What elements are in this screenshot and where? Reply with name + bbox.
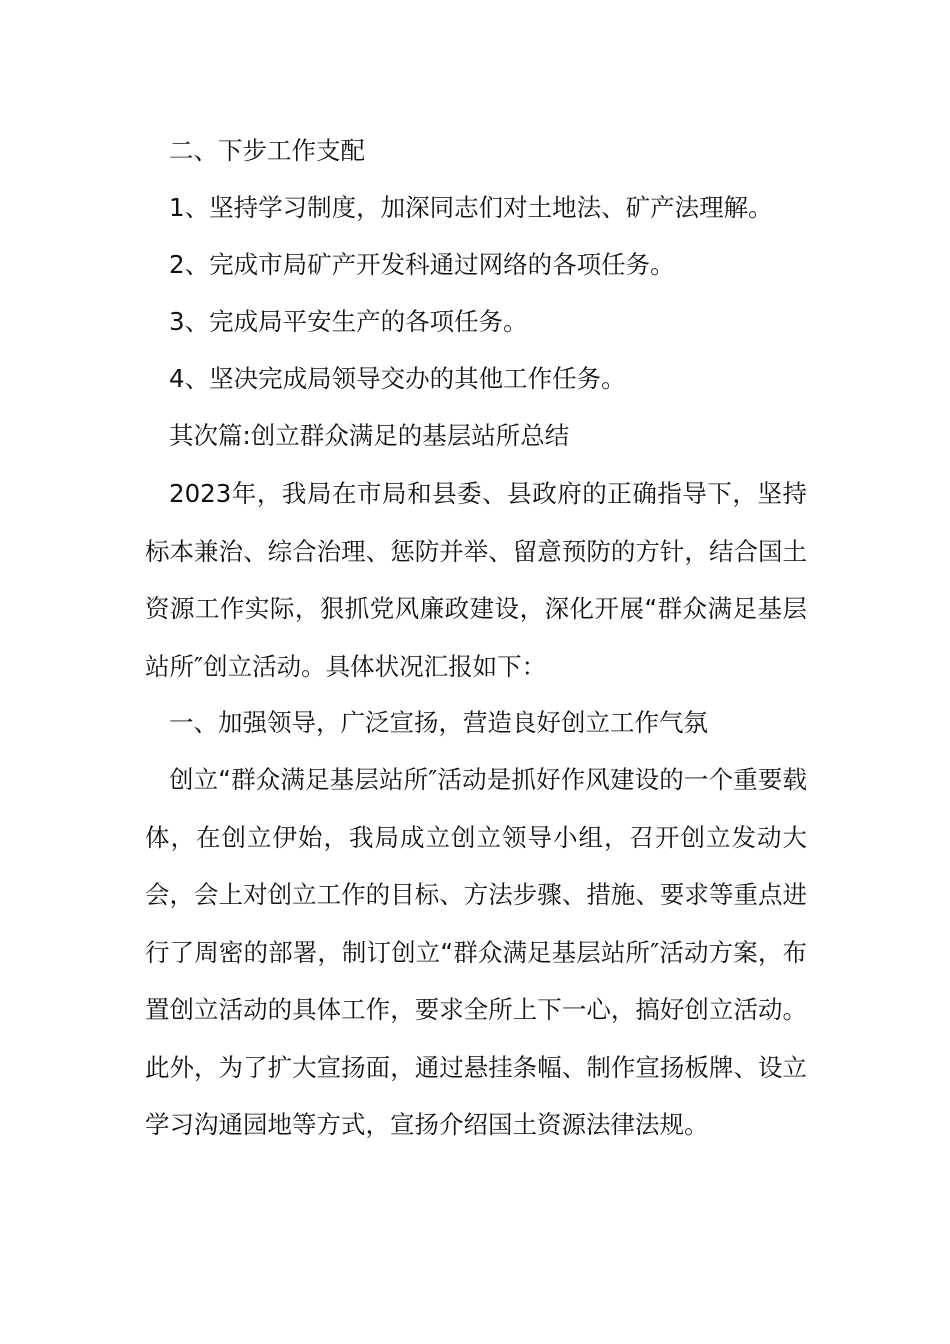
intro-paragraph: 2023年，我局在市局和县委、县政府的正确指导下，坚持标本兼治、综合治理、惩防并举、留意预防的方针，结合国土资源工作实际，狠抓党风廉政建设，深化开展“群众满足基层站所″创立活动。具体状况汇报如下： [145, 479, 807, 681]
article-title: 其次篇:创立群众满足的基层站所总结 [169, 421, 570, 450]
part1-heading: 一、加强领导，广泛宣扬，营造良好创立工作气氛 [169, 708, 708, 737]
work-item-1: 1、坚持学习制度，加深同志们对土地法、矿产法理解。 [169, 193, 773, 222]
work-item-4: 4、坚决完成局领导交办的其他工作任务。 [169, 364, 626, 393]
part1-paragraph: 创立“群众满足基层站所″活动是抓好作风建设的一个重要载体，在创立伊始，我局成立创立领导小组，召开创立发动大会，会上对创立工作的目标、方法步骤、措施、要求等重点进行了周密的部署，制订创立“群众满足基层站所″活动方案，布置创立活动的具体工作，要求全所上下一心，搞好创立活动。此外，为了扩大宣扬面，通过悬挂条幅、制作宣扬板牌、设立学习沟通园地等方式，宣扬介绍国土资源法律法规。 [145, 765, 807, 1139]
work-item-2: 2、完成市局矿产开发科通过网络的各项任务。 [169, 250, 675, 279]
work-item-3: 3、完成局平安生产的各项任务。 [169, 307, 528, 336]
section2-heading: 二、下步工作支配 [169, 136, 365, 165]
